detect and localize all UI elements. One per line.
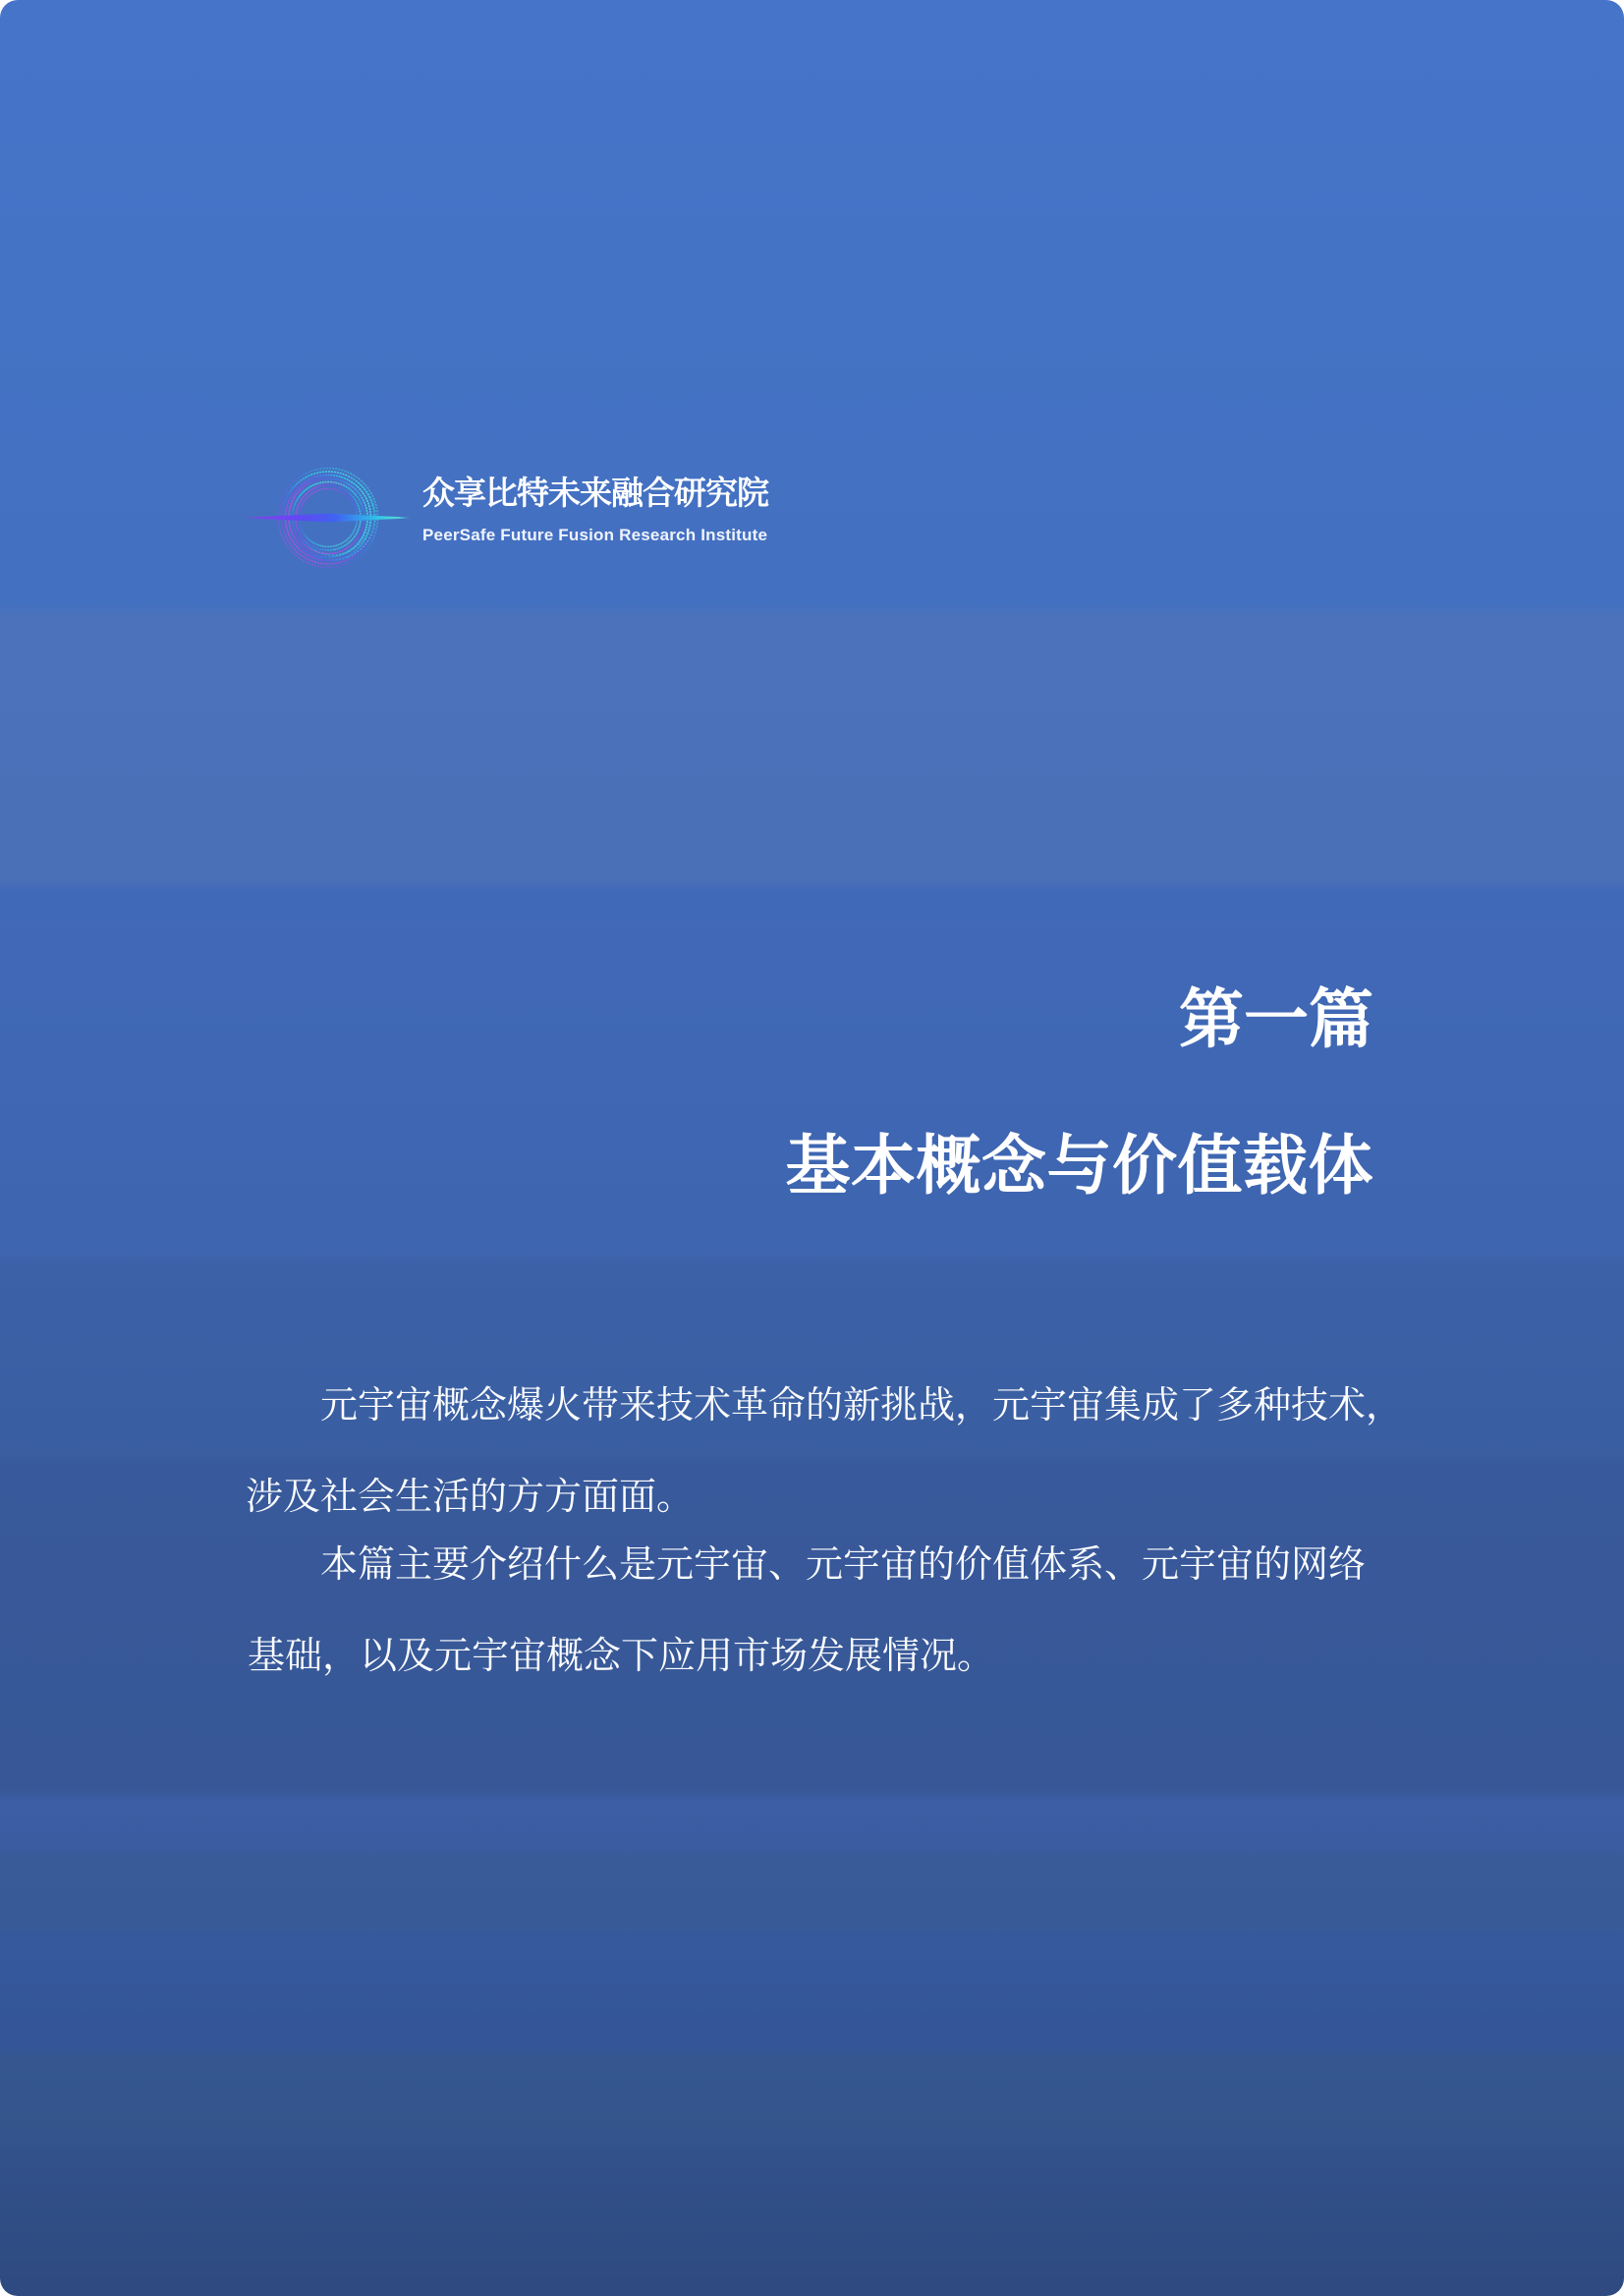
intro-paragraph-2-line-2: 基础，以及元宇宙概念下应用市场发展情况。 bbox=[248, 1636, 995, 1677]
intro-paragraph-1-line-2: 涉及社会生活的方方面面。 bbox=[246, 1477, 695, 1518]
intro-paragraph-1-line-1: 元宇宙概念爆火带来技术革命的新挑战，元宇宙集成了多种技术， bbox=[320, 1385, 1404, 1427]
logo-en-name: PeerSafe Future Fusion Research Institute bbox=[422, 526, 768, 544]
part-number-title: 第一篇 bbox=[1179, 984, 1373, 1056]
logo-cn-name: 众享比特未来融合研究院 bbox=[422, 475, 768, 511]
part-title: 基本概念与价值载体 bbox=[785, 1131, 1373, 1203]
peersafe-sphere-icon bbox=[236, 452, 413, 570]
intro-paragraph-2-line-1: 本篇主要介绍什么是元宇宙、元宇宙的价值体系、元宇宙的网络 bbox=[320, 1544, 1367, 1586]
peersafe-logo bbox=[236, 452, 786, 580]
